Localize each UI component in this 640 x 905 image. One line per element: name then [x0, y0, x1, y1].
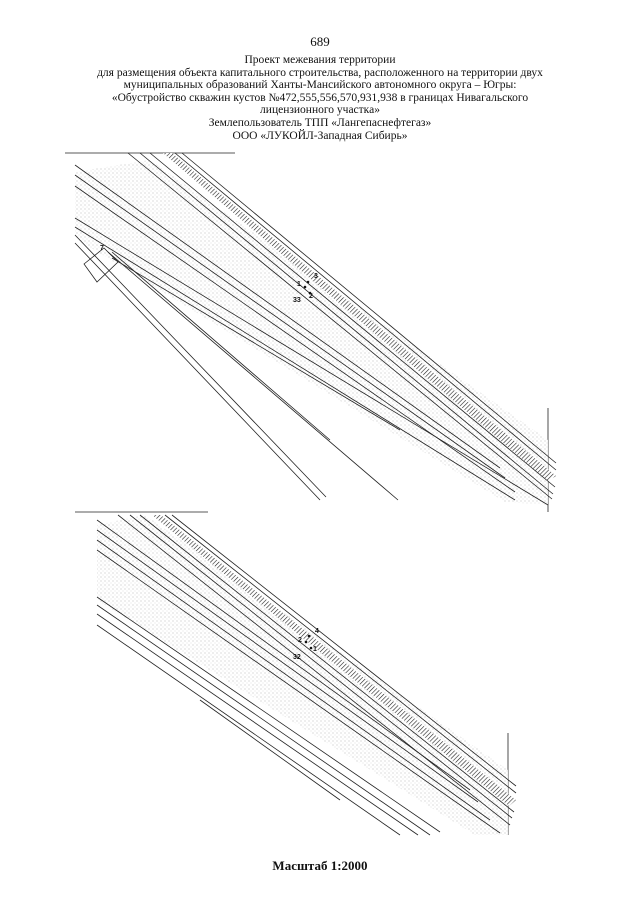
- page-number: 689: [310, 34, 330, 49]
- header-line-3: муниципальных образований Ханты-Мансийского автономного округа – Югры:: [123, 79, 517, 92]
- map-bottom-shaded-area: [97, 515, 508, 835]
- scale-caption: Масштаб 1:2000: [272, 858, 368, 873]
- map-top-shaded-area: [75, 160, 548, 505]
- map-bottom: [75, 512, 516, 835]
- map-bottom-label-1: 1: [313, 646, 317, 653]
- map-top-label-1: 1: [297, 281, 301, 288]
- header-line-2: для размещения объекта капитального строительства, расположенного на территории двух: [97, 66, 543, 79]
- map-top-label-33: 33: [293, 297, 301, 304]
- header-line-5: лицензионного участка»: [260, 104, 380, 117]
- header-company: ООО «ЛУКОЙЛ-Западная Сибирь»: [232, 129, 408, 142]
- header-land-user: Землепользователь ТПП «Лангепаснефтегаз»: [208, 116, 432, 129]
- map-top-label-3: 3: [314, 273, 318, 280]
- map-bottom-label-4: 4: [315, 628, 319, 635]
- map-top-label-7: 7: [100, 245, 104, 252]
- map-top-label-2: 2: [309, 293, 313, 300]
- map-bottom-label-2: 2: [298, 637, 302, 644]
- header-line-4: «Обустройство скважин кустов №472,555,556,570,931,938 в границах Нивагальского: [111, 91, 529, 104]
- map-bottom-label-32: 32: [293, 654, 301, 661]
- header-title: Проект межевания территории: [244, 54, 396, 66]
- map-top: [65, 153, 556, 512]
